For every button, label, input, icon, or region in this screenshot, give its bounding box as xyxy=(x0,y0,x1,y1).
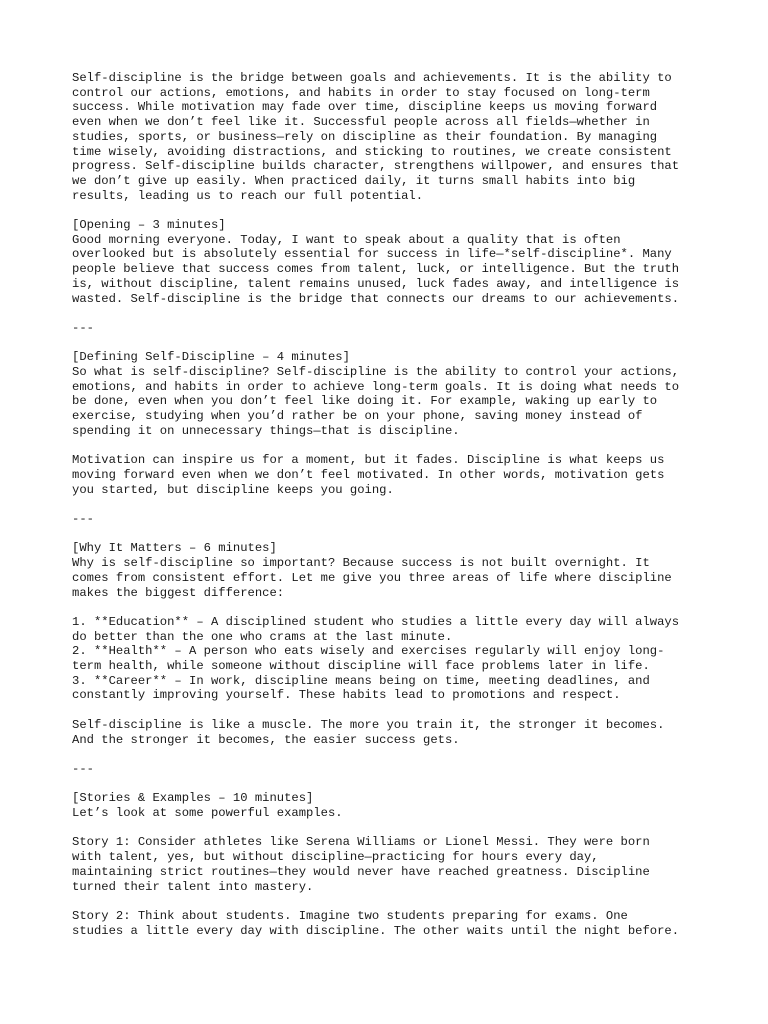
defining-heading: [Defining Self-Discipline – 4 minutes] xyxy=(72,350,350,365)
defining-paragraph: So what is self-discipline? Self-discipline is the ability to control your actions, emotions, and habits in order to achieve long-term goals. It is doing what needs to be done, even when you don’t feel like doing it. For example, waking up early to exercise, studying when you’d rather be on your phone, saving money instead of spending it on unnecessary things—that is discipline. xyxy=(72,365,680,438)
list-item: 2. **Health** – A person who eats wisely and exercises regularly will enjoy long- term health, while someone without discipline will face problems later in life. xyxy=(72,644,665,674)
opening-heading: [Opening – 3 minutes] xyxy=(72,218,226,233)
intro-paragraph: Self-discipline is the bridge between goals and achievements. It is the ability to control our actions, emotions, and habits in order to stay focused on long-term success. While motivation may fade over time, discipline keeps us moving forward even when we don’t feel like it. Successful people across all fields—whether in studies, sports, or business—rely on discipline as their foundation. By managing time wisely, avoiding distractions, and sticking to routines, we create consistent progress. Self-discipline builds character, strengthens willpower, and ensures that we don’t give up easily. When practiced daily, it turns small habits into big results, leading us to reach our full potential. xyxy=(72,71,680,203)
list-item: 3. **Career** – In work, discipline means being on time, meeting deadlines, and constantly improving yourself. These habits lead to promotions and respect. xyxy=(72,673,650,703)
story-1-paragraph: Story 1: Consider athletes like Serena Williams or Lionel Messi. They were born with talent, yes, but without discipline—practicing for hours every day, maintaining strict routines—they would never have reached greatness. Discipline turned their talent into mastery. xyxy=(72,835,650,894)
matters-heading: [Why It Matters – 6 minutes] xyxy=(72,541,277,556)
document-page xyxy=(72,71,712,938)
section-separator: --- xyxy=(72,512,94,527)
muscle-paragraph: Self-discipline is like a muscle. The more you train it, the stronger it becomes. And the stronger it becomes, the easier success gets. xyxy=(72,717,665,747)
opening-paragraph: Good morning everyone. Today, I want to speak about a quality that is often overlooked but is absolutely essential for success in life—*self-discipline*. Many people believe that success comes from talent, luck, or intelligence. But the truth is, without discipline, talent remains unused, luck fades away, and intelligence is wasted. Self-discipline is the bridge that connects our dreams to our achievements. xyxy=(72,232,680,306)
matters-paragraph: Why is self-discipline so important? Because success is not built overnight. It comes from consistent effort. Let me give you three areas of life where discipline makes the biggest difference: xyxy=(72,556,672,600)
motivation-paragraph: Motivation can inspire us for a moment, but it fades. Discipline is what keeps us moving forward even when we don’t feel motivated. In other words, motivation gets you started, but discipline keeps you going. xyxy=(72,453,665,497)
stories-intro: Let’s look at some powerful examples. xyxy=(72,806,343,820)
story-2-paragraph: Story 2: Think about students. Imagine two students preparing for exams. One studies a little every day with discipline. The other waits until the night before. xyxy=(72,908,680,938)
section-separator: --- xyxy=(72,320,94,335)
list-item: 1. **Education** – A disciplined student who studies a little every day will always do better than the one who crams at the last minute. xyxy=(72,614,680,644)
stories-heading: [Stories & Examples – 10 minutes] xyxy=(72,791,314,806)
section-separator: --- xyxy=(72,761,94,776)
